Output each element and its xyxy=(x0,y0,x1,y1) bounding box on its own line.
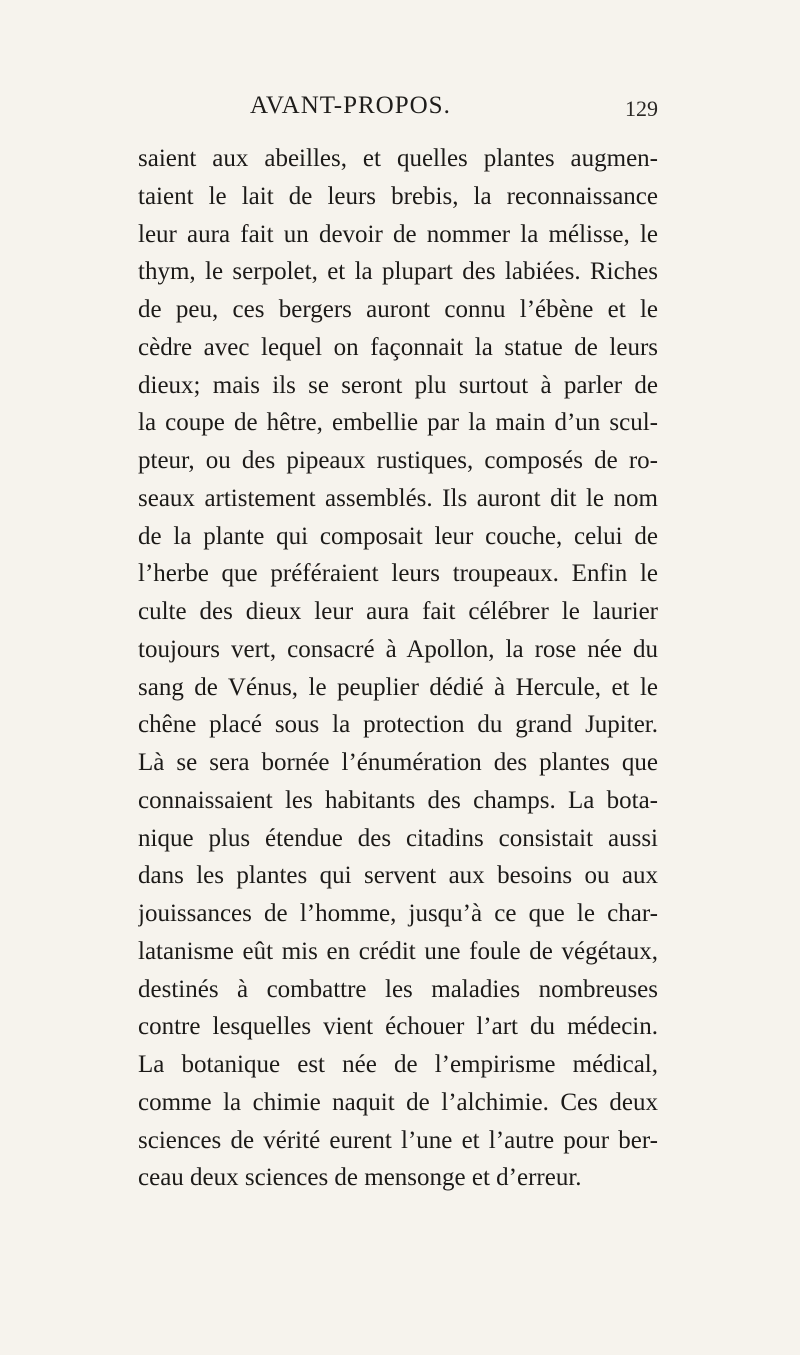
text-line: culte des dieux leur aura fait célébrer le laurier xyxy=(138,598,658,625)
text-line: comme la chimie naquit de l’alchimie. Ces deux xyxy=(138,1088,658,1116)
text-line: cèdre avec lequel on façonnait la statue de leurs xyxy=(138,333,658,361)
running-head-title: AVANT-PROPOS. xyxy=(250,92,451,119)
text-line: taient le lait de leurs brebis, la reconnaissance xyxy=(138,182,658,210)
text-line: leur aura fait un devoir de nommer la mélisse, le xyxy=(138,220,658,248)
text-line: nique plus étendue des citadins consistait aussi xyxy=(138,824,658,852)
text-line: pteur, ou des pipeaux rustiques, composés de ro- xyxy=(138,447,658,474)
text-line: de la plante qui composait leur couche, celui de xyxy=(138,522,658,550)
text-line: jouissances de l’homme, jusqu’à ce que le char- xyxy=(138,900,658,927)
text-line: sciences de vérité eurent l’une et l’autre pour ber- xyxy=(138,1126,658,1154)
text-line: toujours vert, consacré à Apollon, la rose née du xyxy=(138,635,658,663)
body-text xyxy=(138,140,658,1197)
text-line: connaissaient les habitants des champs. La bota- xyxy=(138,786,658,814)
page-number: 129 xyxy=(625,96,658,121)
text-line: seaux artistement assemblés. Ils auront dit le nom xyxy=(138,484,658,512)
text-line: ceau deux sciences de mensonge et d’erreur. xyxy=(138,1164,582,1192)
text-line: La botanique est née de l’empirisme médical, xyxy=(138,1051,658,1078)
text-line: la coupe de hêtre, embellie par la main d’un scul- xyxy=(138,409,658,437)
text-line: thym, le serpolet, et la plupart des labiées. Riches xyxy=(138,258,658,286)
text-line: dieux; mais ils se seront plu surtout à parler de xyxy=(138,371,658,399)
text-line: sang de Vénus, le peuplier dédié à Hercule, et le xyxy=(138,673,658,701)
text-line: destinés à combattre les maladies nombreuses xyxy=(138,975,658,1003)
text-line: contre lesquelles vient échouer l’art du médecin. xyxy=(138,1013,658,1041)
text-line: saient aux abeilles, et quelles plantes augmen- xyxy=(138,145,658,172)
text-line: dans les plantes qui servent aux besoins ou aux xyxy=(138,862,658,890)
running-head xyxy=(138,92,658,128)
text-line: latanisme eût mis en crédit une foule de végétaux, xyxy=(138,937,658,965)
text-line: de peu, ces bergers auront connu l’ébène et le xyxy=(138,296,658,323)
text-line: chêne placé sous la protection du grand Jupiter. xyxy=(138,711,658,739)
text-line: Là se sera bornée l’énumération des plantes que xyxy=(138,749,658,776)
text-line: l’herbe que préféraient leurs troupeaux. Enfin le xyxy=(138,560,658,588)
